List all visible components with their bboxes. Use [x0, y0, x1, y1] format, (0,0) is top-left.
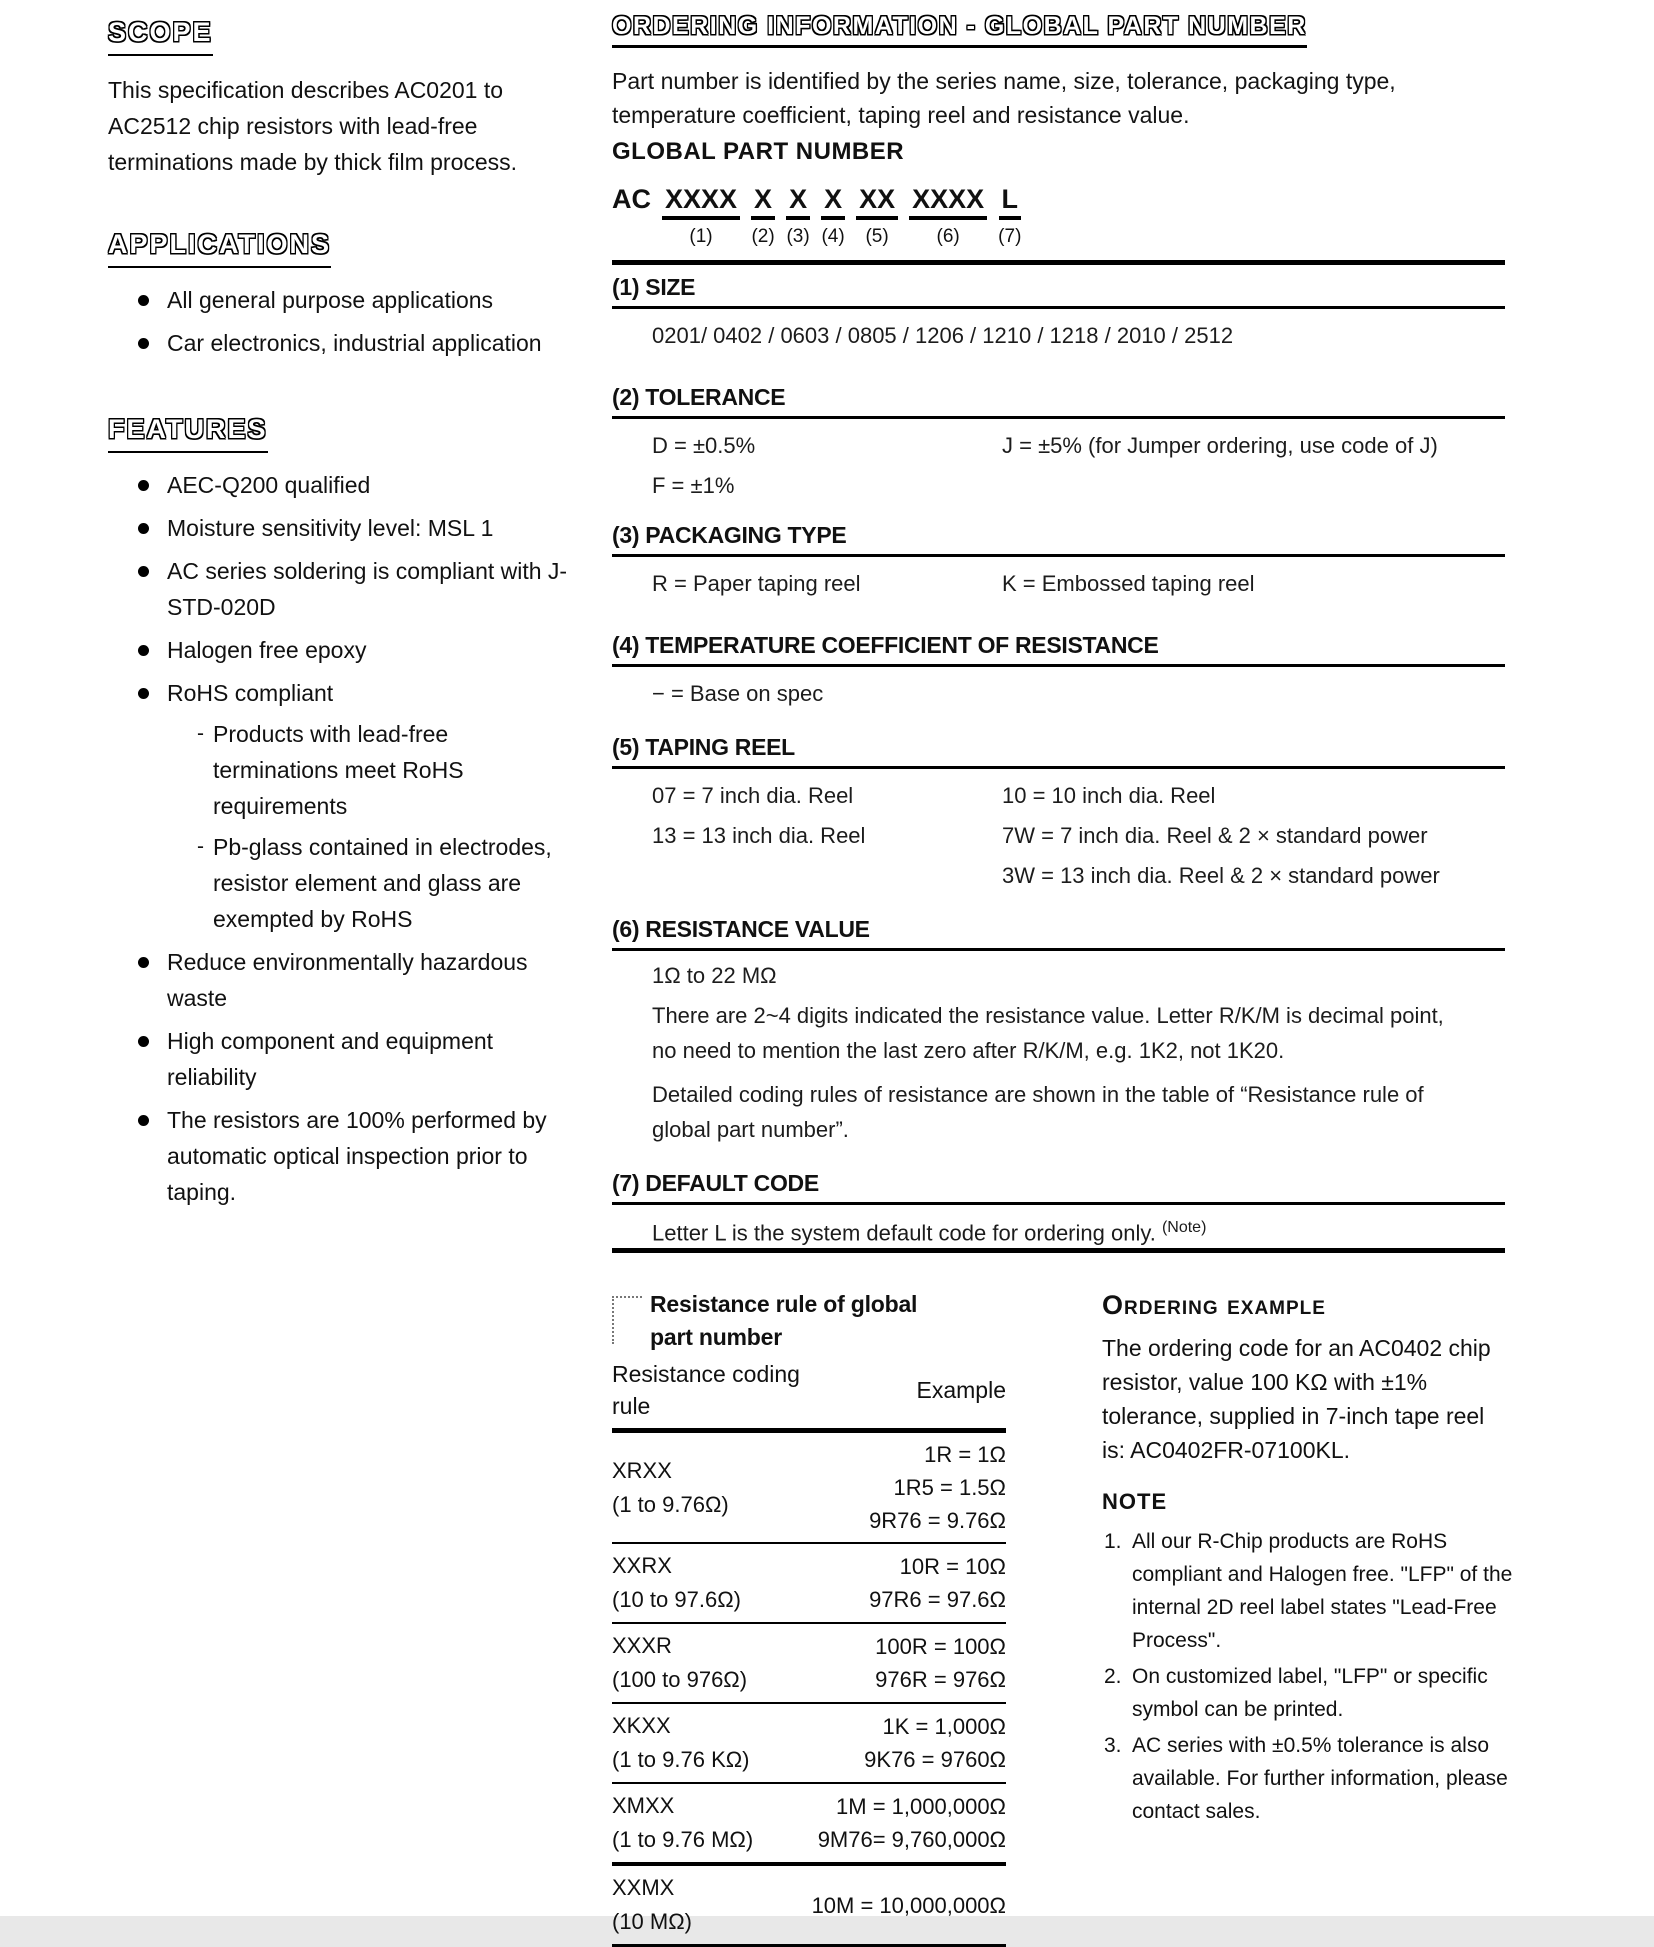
- section-title: (1) SIZE: [612, 274, 696, 300]
- note-list: [1102, 1525, 1522, 1828]
- part-number-scheme: [612, 184, 1021, 248]
- note-number: 3.: [1104, 1734, 1122, 1757]
- example-value: 1K = 1,000Ω: [882, 1714, 1006, 1739]
- global-part-number-heading: GLOBAL PART NUMBER: [612, 138, 905, 165]
- example-value: 1R = 1Ω: [924, 1442, 1006, 1467]
- table-title-row: [612, 1288, 1006, 1354]
- title-rule: [612, 948, 1505, 951]
- list-item-text: All general purpose applications: [167, 287, 494, 313]
- note-text: On customized label, "LFP" or specific symbol can be printed.: [1132, 1665, 1488, 1721]
- example-value: 1R5 = 1.5Ω: [893, 1475, 1006, 1500]
- section-packaging-type: [612, 522, 1505, 597]
- intro-paragraph: Part number is identified by the series name, size, tolerance, packaging type, temperature coefficient, taping reel and resistance value.: [612, 68, 1396, 128]
- coding-range: (100 to 976Ω): [612, 1667, 748, 1692]
- table-row: [612, 1862, 1006, 1947]
- bullet-icon: [138, 1115, 149, 1126]
- title-rule: [612, 554, 1505, 557]
- list-item: [108, 467, 568, 503]
- example-value: 1M = 1,000,000Ω: [836, 1794, 1006, 1819]
- coding-range: (10 MΩ): [612, 1909, 693, 1934]
- note-text: AC series with ±0.5% tolerance is also available. For further information, please contact sales.: [1132, 1734, 1508, 1823]
- bullet-icon: [138, 957, 149, 968]
- code-definition: [1002, 681, 1505, 707]
- scheme-label: (1): [689, 226, 713, 247]
- note-heading: NOTE: [1102, 1489, 1168, 1514]
- code-definition: J = ±5% (for Jumper ordering, use code of J): [1002, 433, 1438, 458]
- dash-icon: -: [197, 722, 204, 745]
- column-header: Resistance coding rule: [612, 1361, 800, 1419]
- note-superscript: (Note): [1161, 1219, 1207, 1236]
- coding-rule: XKXX: [612, 1713, 671, 1738]
- list-subitem: [108, 829, 568, 937]
- section-tcr: [612, 632, 1505, 707]
- size-values: 0201/ 0402 / 0603 / 0805 / 1206 / 1210 / 1218 / 2010 / 2512: [652, 323, 1234, 348]
- default-code-body: Letter L is the system default code for ordering only.: [652, 1220, 1162, 1246]
- scheme-prefix: AC: [612, 184, 651, 214]
- resistance-paragraph: Detailed coding rules of resistance are shown in the table of “Resistance rule of global part number”.: [652, 1082, 1424, 1142]
- list-item-text: AEC-Q200 qualified: [167, 472, 371, 498]
- applications-heading: APPLICATIONS: [108, 226, 331, 268]
- resistance-range: 1Ω to 22 MΩ: [652, 963, 777, 988]
- section-divider: [612, 260, 1505, 265]
- example-value: 10R = 10Ω: [899, 1554, 1006, 1579]
- section-title: (7) DEFAULT CODE: [612, 1170, 819, 1196]
- note-number: 2.: [1104, 1665, 1122, 1688]
- section-tolerance: [612, 384, 1505, 499]
- code-definition: 3W = 13 inch dia. Reel & 2 × standard power: [1002, 863, 1440, 888]
- example-value: 976R = 976Ω: [875, 1667, 1006, 1692]
- example-value: 100R = 100Ω: [875, 1634, 1006, 1659]
- list-item: [108, 325, 568, 361]
- list-item-text: The resistors are 100% performed by automatic optical inspection prior to taping.: [167, 1107, 547, 1205]
- table-row: [612, 1622, 1006, 1702]
- ordering-example-body: The ordering code for an AC0402 chip resistor, value 100 KΩ with ±1% tolerance, supplied in 7-inch tape reel is: AC0402FR-07100KL.: [1102, 1335, 1491, 1463]
- list-item-text: RoHS compliant: [167, 680, 334, 706]
- ordering-example-heading: Ordering example: [1102, 1290, 1326, 1320]
- example-value: 97R6 = 97.6Ω: [869, 1587, 1006, 1612]
- scheme-code: X: [821, 184, 845, 220]
- bullet-icon: [138, 645, 149, 656]
- dash-icon: -: [197, 835, 204, 858]
- left-column: [108, 14, 568, 1210]
- list-item: [108, 510, 568, 546]
- scheme-code: L: [999, 184, 1022, 220]
- list-item: [108, 675, 568, 711]
- default-code-text: [652, 1219, 1505, 1246]
- coding-range: (10 to 97.6Ω): [612, 1587, 741, 1612]
- list-subitem: [108, 716, 568, 824]
- dotted-box-icon: [612, 1296, 642, 1344]
- coding-range: (1 to 9.76 MΩ): [612, 1827, 754, 1852]
- code-definition: R = Paper taping reel: [652, 571, 861, 596]
- section-default-code: [612, 1170, 1505, 1246]
- bullet-icon: [138, 688, 149, 699]
- coding-rule: XXXR: [612, 1633, 672, 1658]
- scheme-label: (7): [998, 226, 1022, 247]
- table-row: [612, 1702, 1006, 1782]
- section-title: (3) PACKAGING TYPE: [612, 522, 847, 548]
- list-item: [108, 632, 568, 668]
- scheme-label: (4): [821, 226, 845, 247]
- features-list: [108, 467, 568, 1210]
- coding-rule: XXMX: [612, 1875, 675, 1900]
- code-definition: 13 = 13 inch dia. Reel: [652, 823, 866, 848]
- list-item-text: Products with lead-free terminations meet RoHS requirements: [213, 721, 464, 819]
- section-size: [612, 274, 1505, 349]
- section-title: (5) TAPING REEL: [612, 734, 795, 760]
- scheme-group: [662, 184, 740, 248]
- coding-range: (1 to 9.76Ω): [612, 1491, 729, 1517]
- table-row: [612, 1782, 1006, 1862]
- list-item: [108, 944, 568, 1016]
- code-definition: [652, 863, 1002, 889]
- table-row: [612, 1428, 1006, 1542]
- bullet-icon: [138, 523, 149, 534]
- list-item: [108, 282, 568, 318]
- code-definition: [1002, 473, 1505, 499]
- note-text: All our R-Chip products are RoHS compliant and Halogen free. "LFP" of the internal 2D reel label states "Lead-Free Process".: [1132, 1530, 1513, 1652]
- section-resistance-value: [612, 916, 1505, 1147]
- scheme-code: X: [786, 184, 810, 220]
- code-definition: 7W = 7 inch dia. Reel & 2 × standard power: [1002, 823, 1428, 848]
- code-definition: 10 = 10 inch dia. Reel: [1002, 783, 1216, 808]
- scheme-group: [856, 184, 898, 248]
- section-taping-reel: [612, 734, 1505, 889]
- bullet-icon: [138, 1036, 149, 1047]
- table-header-row: [612, 1358, 1006, 1428]
- scheme-group: [998, 184, 1021, 248]
- title-rule: [612, 766, 1505, 769]
- example-value: 9M76= 9,760,000Ω: [817, 1827, 1006, 1852]
- example-value: 9K76 = 9760Ω: [864, 1747, 1006, 1772]
- section-title: (2) TOLERANCE: [612, 384, 786, 410]
- section-title: (4) TEMPERATURE COEFFICIENT OF RESISTANCE: [612, 632, 1159, 658]
- scheme-label: (5): [865, 226, 889, 247]
- list-item-text: High component and equipment reliability: [167, 1028, 494, 1090]
- scheme-code: XXXX: [662, 184, 740, 220]
- section-title: (6) RESISTANCE VALUE: [612, 916, 870, 942]
- note-item: [1102, 1660, 1520, 1726]
- list-item: [108, 1023, 568, 1095]
- title-rule: [612, 1202, 1505, 1205]
- example-value: 10M = 10,000,000Ω: [811, 1892, 1006, 1918]
- title-rule: [612, 664, 1505, 667]
- scheme-code: XX: [856, 184, 898, 220]
- code-definition: 07 = 7 inch dia. Reel: [652, 783, 854, 808]
- features-heading: FEATURES: [108, 411, 268, 453]
- list-item: [108, 553, 568, 625]
- scheme-code: XXXX: [909, 184, 987, 220]
- applications-list: [108, 282, 568, 361]
- coding-range: (1 to 9.76 KΩ): [612, 1747, 750, 1772]
- scope-paragraph: This specification describes AC0201 to AC2512 chip resistors with lead-free terminations made by thick film process.: [108, 77, 518, 175]
- section-divider: [612, 1248, 1505, 1253]
- title-rule: [612, 306, 1505, 309]
- list-item-text: Reduce environmentally hazardous waste: [167, 949, 528, 1011]
- coding-rule: XMXX: [612, 1793, 675, 1818]
- scheme-group: [909, 184, 987, 248]
- code-definition: − = Base on spec: [652, 681, 824, 706]
- ordering-information-heading: ORDERING INFORMATION - GLOBAL PART NUMBER: [612, 12, 1307, 48]
- list-item-text: Car electronics, industrial application: [167, 330, 542, 356]
- scheme-code: X: [751, 184, 775, 220]
- resistance-paragraph: There are 2~4 digits indicated the resistance value. Letter R/K/M is decimal point, no need to mention the last zero after R/K/M, e.g. 1K2, not 1K20.: [652, 1003, 1444, 1063]
- list-item-text: AC series soldering is compliant with J-STD-020D: [167, 558, 568, 620]
- scope-heading: SCOPE: [108, 14, 213, 56]
- bullet-icon: [138, 480, 149, 491]
- list-item: [108, 1102, 568, 1210]
- scheme-label: (2): [751, 226, 775, 247]
- coding-rule: XRXX: [612, 1457, 672, 1483]
- list-item-text: Pb-glass contained in electrodes, resistor element and glass are exempted by RoHS: [213, 834, 552, 932]
- list-item-text: Halogen free epoxy: [167, 637, 367, 663]
- scheme-group: [786, 184, 810, 248]
- column-header: Example: [916, 1376, 1006, 1403]
- table-row: [612, 1542, 1006, 1622]
- ordering-example-block: [1102, 1290, 1522, 1828]
- scheme-group: [751, 184, 775, 248]
- list-item-text: Moisture sensitivity level: MSL 1: [167, 515, 494, 541]
- resistance-rule-table: [612, 1288, 1006, 1947]
- code-definition: D = ±0.5%: [652, 433, 756, 458]
- scheme-label: (6): [936, 226, 960, 247]
- note-item: [1102, 1729, 1520, 1828]
- bullet-icon: [138, 338, 149, 349]
- scheme-group: [821, 184, 845, 248]
- code-definition: F = ±1%: [652, 473, 735, 498]
- note-number: 1.: [1104, 1530, 1122, 1553]
- title-rule: [612, 416, 1505, 419]
- bullet-icon: [138, 566, 149, 577]
- note-item: [1102, 1525, 1520, 1657]
- coding-rule: XXRX: [612, 1553, 672, 1578]
- example-value: 9R76 = 9.76Ω: [869, 1508, 1006, 1533]
- table-title: Resistance rule of global part number: [650, 1291, 918, 1350]
- code-definition: K = Embossed taping reel: [1002, 571, 1255, 596]
- scheme-label: (3): [786, 226, 810, 247]
- bullet-icon: [138, 295, 149, 306]
